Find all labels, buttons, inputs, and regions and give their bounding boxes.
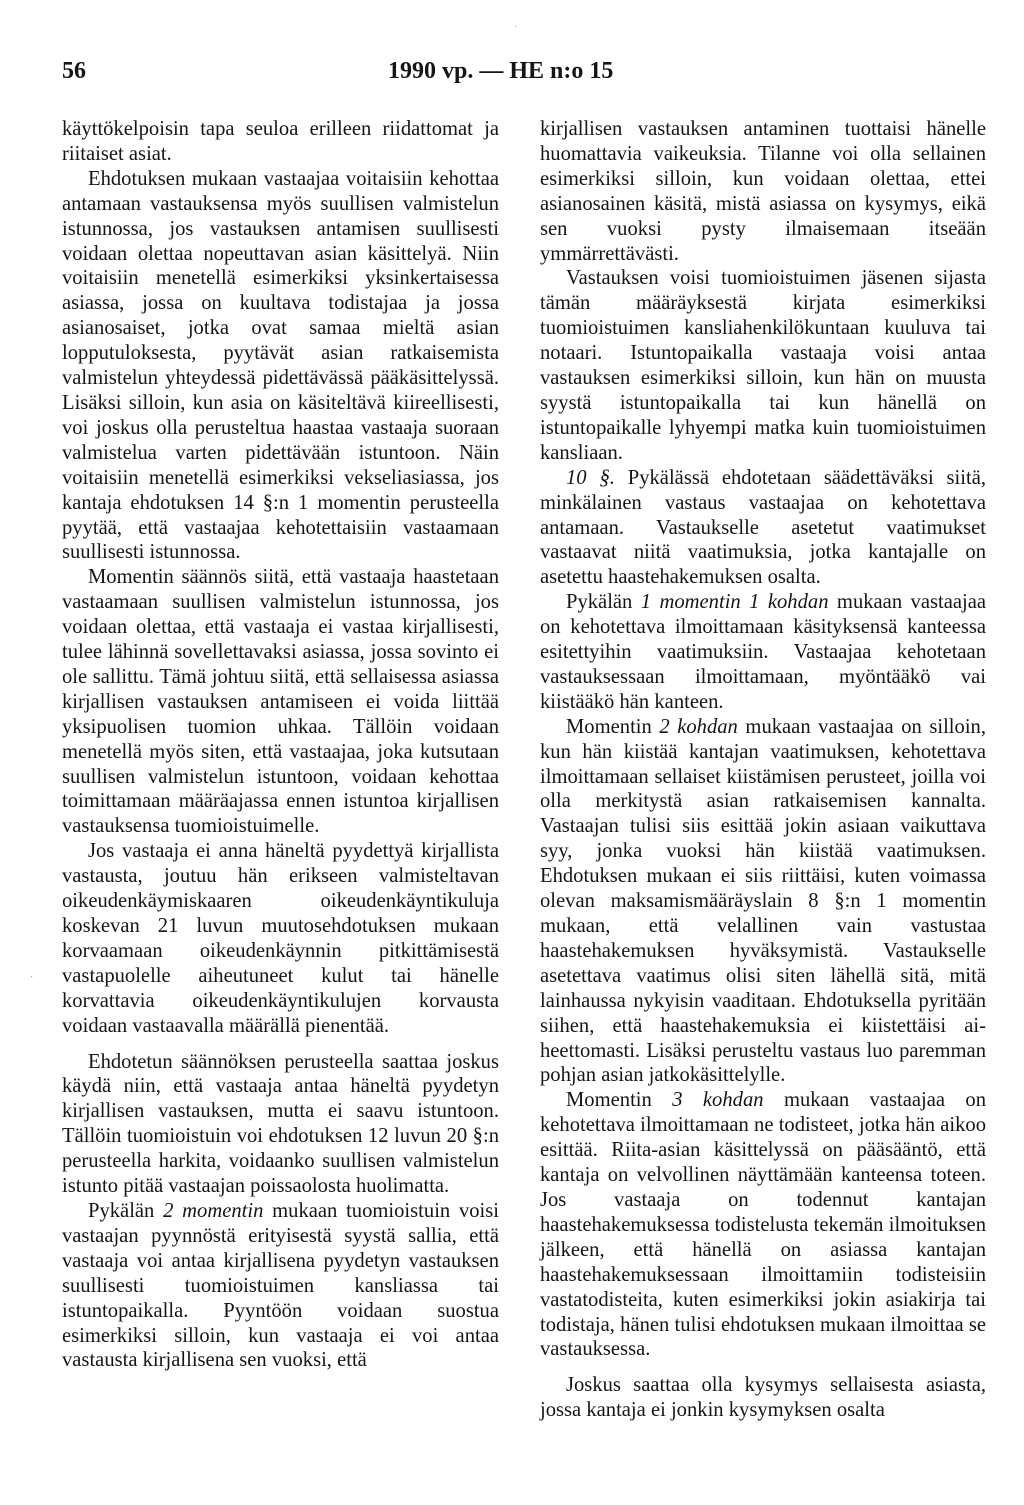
paragraph: Ehdotuksen mukaan vastaajaa voitaisiin kehottaa antamaan vastauksensa myös suullisen valmistelun istunnossa, jos vastauksen antamisen suullisesti voidaan olettaa nopeuttavan asian käsittelyä. Niin voitaisiin menetellä esimerkiksi yksinkertaisessa asiassa, jossa on kuultava todistajaa ja jossa asianosaiset, jotka ovat samaa mieltä asian lopputuloksesta, pyytävät asian ratkaisemista valmistelun yhteydessä pidettävässä pääkäsittelyssä. Lisäksi silloin, kun asia on käsiteltävä kiireellisesti, voi joskus olla perusteltua haastaa vastaaja suoraan valmistelua varten pidettävään istuntoon. Näin voitaisiin menetellä esimerkiksi vekseliasiassa, jos kantaja ehdotuksen 14 §:n 1 momentin perusteella pyytää, että vastaajaa kehotettaisiin vastaamaan suullisesti istunnossa. [62,167,499,564]
paragraph: Pykälän 1 momentin 1 kohdan mukaan vastaajaa on kehotettava ilmoittamaan käsityksensä kanteessa esitettyihin vaatimuksiin. Vastaajaa kehotetaan vastauksessaan ilmoittamaan, myöntääkö vai kiistääkö hän kanteen. [540,591,986,713]
page-number: 56 [62,58,86,84]
running-head: 1990 vp. — HE n:o 15 [388,58,614,84]
right-column [540,117,986,1423]
paragraph: Joskus saattaa olla kysymys sellaisesta asiasta, jossa kantaja ei jonkin kysymyksen osalta [540,1374,986,1422]
paragraph: Ehdotetun säännöksen perusteella saattaa joskus käydä niin, että vastaaja antaa häneltä pyydetyn kirjallisen vastauksen, mutta ei saavu istuntoon. Tällöin tuomioistuin voi ehdotuksen 12 luvun 20 §:n perusteella harkita, voidaanko suullisen valmistelun istunto pitää vastaajan poissaolosta huolimatta. [62,1050,499,1198]
paragraph: Jos vastaaja ei anna häneltä pyydettyä kirjallista vastausta, joutuu hän erikseen valmisteltavan oikeudenkäymiskaaren oikeudenkäyntikuluja koskevan 21 luvun muutosehdotuksen mukaan korvaamaan oikeudenkäynnin pitkittämisestä vastapuolelle aiheutuneet kulut tai hänelle korvattavia oikeudenkäyntikulujen korvausta voidaan vastaavalla määrällä pienentää. [62,840,499,1037]
italic-reference: 2 kohdan [659,715,738,738]
margin-mark: · [30,972,34,983]
paragraph: Vastauksen voisi tuomioistuimen jäsenen sijasta tämän määräyksestä kirjata esimerkiksi tuomioistuimen kansliahenkilökuntaan kuuluva tai notaari. Istuntopaikalla vastaaja voisi antaa vastauksen esimerkiksi silloin, kun hän on muusta syystä istuntopaikalla tai kun hänellä on istuntopaikalle lyhyempi matka kuin tuomioistuimen kansliaan. [540,267,986,464]
paragraph: käyttökelpoisin tapa seuloa erilleen riidattomat ja riitaiset asiat. [62,118,499,165]
paragraph: Momentin 3 kohdan mukaan vastaajaa on kehotettava ilmoittamaan ne todisteet, jotka hän aikoo esittää. Riita-asian käsittelyssä on pääsääntö, että kantaja on velvollinen näyttämään kanteensa toteen. Jos vastaaja on todennut kantajan haastehakemuksessa todistelusta tekemän ilmoituksen jälkeen, että hänellä on asiassa kantajan haastehakemuksessaan ilmoittamiin todisteisiin vastatodisteita, kuten esimerkiksi jokin asiakirja tai todistaja, hänen tulisi ehdotuksen mukaan ilmoittaa se vastauksessa. [540,1089,987,1361]
left-column [62,117,499,1373]
italic-reference: 3 kohdan [672,1089,764,1112]
paragraph: Pykälän 2 momentin mukaan tuomioistuin voisi vastaajan pyynnöstä erityisestä syystä sallia, että vastaaja voi antaa kirjallisena pyydetyn vastauksen suullisesti tuomioistuimen kansliassa tai istuntopaikalla. Pyyntöön voidaan suostua esimerkiksi silloin, kun vastaaja ei voi antaa vastausta kirjallisena sen vuoksi, että [62,1199,500,1372]
print-mark: · [514,22,518,33]
paragraph: 10 §. Pykälässä ehdotetaan säädettäväksi siitä, minkälainen vastaus vastaajaa on kehotettava antamaan. Vastaukselle asetetut vaatimukset vastaavat niitä vaatimuksia, jotka kantajalle on asetettu haastehakemuksen osalta. [540,466,987,589]
italic-reference: 2 momentin [163,1199,264,1222]
paragraph: Momentin säännös siitä, että vastaaja haastetaan vastaamaan suullisen valmistelun istunnossa, jos voidaan olettaa, että vastaaja ei vastaa kirjallisesti, tulee lähinnä sovellettavaksi asiassa, jossa sovinto ei ole sallittu. Tämä johtuu siitä, että sellaisessa asiassa kirjallisen vastauksen antamiseen ei voida liittää yksipuolisen tuomion uhkaa. Tällöin voidaan menetellä myös siten, että vastaajaa, joka kutsutaan suullisen valmistelun istuntoon, voidaan kehottaa toimittamaan määräajassa ennen istuntoa kirjallisen vastauksensa tuomioistuimelle. [62,566,499,838]
section-number: 10 §. [566,466,615,489]
paragraph: Momentin 2 kohdan mukaan vastaajaa on silloin, kun hän kiistää kantajan vaatimuksen, kehotettava ilmoittamaan sellaiset kiistämisen perusteet, joilla voi olla merkitystä asian ratkaisemisen kannalta. Vastaajan tulisi siis esittää jokin asiaan vaikuttava syy, jonka vuoksi hän kiistää vaatimuksen. Ehdotuksen mukaan ei siis riittäisi, kuten voimassa olevan maksamismääräyslain 8 §:n 1 momentin mukaan, että velallinen vain vastustaa haastehakemuksen hyväksymistä. Vastaukselle asetettava vaatimus olisi siten lähellä sitä, mitä lainhaussa nykyisin vaaditaan. Ehdotuksella pyritään siihen, että haastehakemuksia ei kiistettäisi aiheettomasti. Lisäksi perusteltu vastaus luo paremman pohjan asian jatkokäsittelylle. [540,715,986,1087]
italic-reference: 1 momentin 1 kohdan [640,591,829,614]
paragraph: kirjallisen vastauksen antaminen tuottaisi hänelle huomattavia vaikeuksia. Tilanne voi olla sellainen esimerkiksi silloin, kun voidaan olettaa, ettei asianosainen käsitä, mistä asiassa on kysymys, eikä sen vuoksi pysty ilmaisemaan itseään ymmärrettävästi. [540,118,986,265]
